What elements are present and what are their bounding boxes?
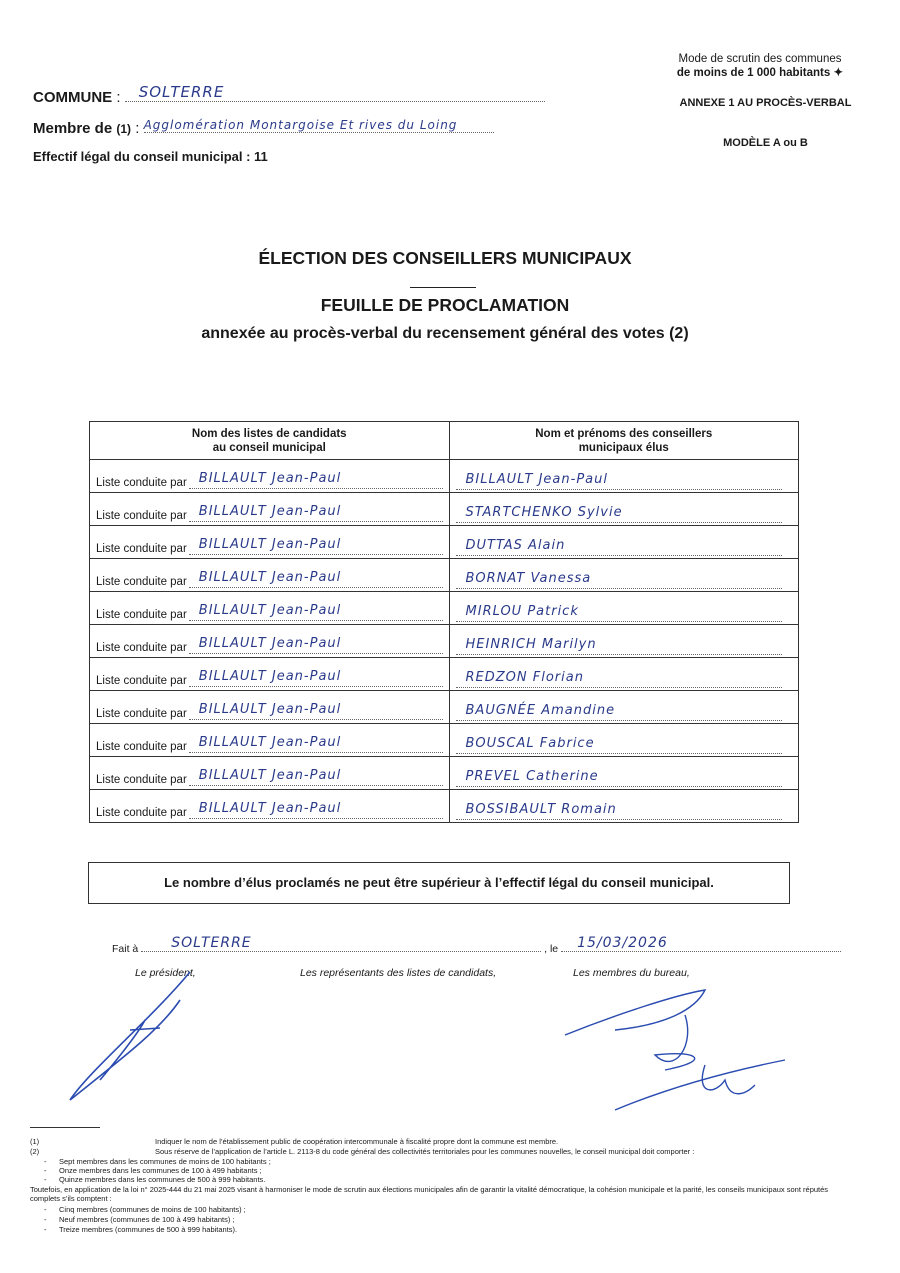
title-separator: [410, 287, 476, 288]
membre-footnote-ref: (1): [116, 122, 132, 136]
list-leader: BILLAULT Jean-Paul: [198, 801, 342, 816]
table-row: [90, 691, 799, 724]
table-header: [90, 422, 799, 460]
list-cell: [90, 757, 450, 790]
list-cell: [90, 559, 450, 592]
row-label: Liste conduite par: [96, 708, 187, 720]
elected-name: PREVEL Catherine: [465, 768, 599, 784]
list-cell: [90, 790, 450, 823]
list-leader: BILLAULT Jean-Paul: [198, 702, 342, 717]
membre-row: Membre de (1) : Agglomération Montargoise Et rives du Loing: [33, 118, 494, 137]
row-label: Liste conduite par: [96, 675, 187, 687]
table-row: [90, 790, 799, 823]
list-leader: BILLAULT Jean-Paul: [198, 735, 342, 750]
president-signature: [30, 960, 250, 1110]
elected-name: BILLAULT Jean-Paul: [465, 471, 608, 487]
elected-cell: [449, 691, 798, 724]
scrutin-mode: [660, 52, 860, 80]
results-table: [89, 421, 799, 823]
fn-complete-bullet: - Cinq membres (communes de moins de 100 habitants) ;: [44, 1205, 246, 1214]
membre-value: Agglomération Montargoise Et rives du Loing: [143, 118, 458, 132]
elected-name: BOSSIBAULT Romain: [465, 801, 617, 817]
commune-row: COMMUNE : SOLTERRE: [33, 87, 545, 106]
fn2-bullet: - Sept membres dans les communes de moins de 100 habitants ;: [44, 1157, 271, 1166]
elected-cell: [449, 658, 798, 691]
commune-field: [125, 83, 545, 102]
table-row: [90, 625, 799, 658]
commune-value: SOLTERRE: [138, 83, 225, 101]
table-row: [90, 757, 799, 790]
list-cell: [90, 526, 450, 559]
elected-cell: [449, 724, 798, 757]
row-label: Liste conduite par: [96, 741, 187, 753]
proclamation-title: FEUILLE DE PROCLAMATION: [320, 295, 570, 315]
date-value: 15/03/2026: [577, 935, 668, 951]
date-field: [561, 935, 841, 952]
row-label: Liste conduite par: [96, 774, 187, 786]
election-title: ÉLECTION DES CONSEILLERS MUNICIPAUX: [258, 248, 632, 268]
list-leader: BILLAULT Jean-Paul: [198, 636, 342, 651]
elected-cell: [449, 625, 798, 658]
elected-name: STARTCHENKO Sylvie: [465, 504, 623, 520]
membre-label: Membre de: [33, 120, 113, 137]
table-row: [90, 493, 799, 526]
proclamation-subtitle: annexée au procès-verbal du recensement général des votes (2): [201, 325, 689, 342]
elected-name: BORNAT Vanessa: [465, 570, 592, 586]
elected-cell: [449, 493, 798, 526]
elected-name: MIRLOU Patrick: [465, 603, 579, 619]
fait-value: SOLTERRE: [171, 935, 252, 951]
elected-cell: [449, 460, 798, 493]
date-label: le: [549, 943, 559, 955]
row-label: Liste conduite par: [96, 642, 187, 654]
president-label: Le président,: [135, 967, 196, 979]
list-cell: [90, 460, 450, 493]
fn2-bullet: - Quinze membres dans les communes de 500 à 999 habitants.: [44, 1175, 266, 1184]
fait-label: Fait à: [112, 943, 139, 955]
fn2-bullet: - Onze membres dans les communes de 100 à 499 habitants ;: [44, 1166, 262, 1175]
list-cell: [90, 592, 450, 625]
fn2-text: Sous réserve de l’application de l’article L. 2113-8 du code général des collectivités territoriales pour les communes nouvelles, le conseil municipal doit comporter :: [155, 1147, 695, 1156]
commune-label: COMMUNE: [33, 89, 113, 106]
elected-cell: [449, 592, 798, 625]
note-box: Le nombre d’élus proclamés ne peut être supérieur à l’effectif légal du conseil municipal.: [88, 862, 790, 904]
elected-cell: [449, 790, 798, 823]
table-row: [90, 592, 799, 625]
table-row: [90, 526, 799, 559]
list-leader: BILLAULT Jean-Paul: [198, 570, 342, 585]
list-leader: BILLAULT Jean-Paul: [198, 669, 342, 684]
footnote-separator: [30, 1127, 100, 1128]
membre-field: [144, 118, 494, 133]
elected-cell: [449, 559, 798, 592]
fn-complete-bullet: - Treize membres (communes de 500 à 999 habitants).: [44, 1225, 238, 1234]
scrutin-mode-line2: de moins de 1 000 habitants ✦: [676, 67, 844, 79]
elected-name: DUTTAS Alain: [465, 537, 566, 553]
list-leader: BILLAULT Jean-Paul: [198, 471, 342, 486]
col-header-lists: Nom des listes de candidats au conseil municipal: [90, 422, 450, 460]
fn1-text: Indiquer le nom de l’établissement public de coopération intercommunale à fiscalité propre dont la commune est membre.: [155, 1137, 559, 1146]
list-cell: [90, 493, 450, 526]
elected-name: HEINRICH Marilyn: [465, 636, 597, 652]
row-label: Liste conduite par: [96, 510, 187, 522]
annexe-label: ANNEXE 1 AU PROCÈS-VERBAL: [679, 97, 852, 109]
list-leader: BILLAULT Jean-Paul: [198, 603, 342, 618]
elected-name: REDZON Florian: [465, 669, 584, 685]
elected-cell: [449, 757, 798, 790]
elected-cell: [449, 526, 798, 559]
fn2-num: (2): [30, 1147, 40, 1156]
fn1-num: (1): [30, 1137, 40, 1146]
table-row: [90, 559, 799, 592]
list-leader: BILLAULT Jean-Paul: [198, 504, 342, 519]
elected-name: BAUGNÉE Amandine: [465, 702, 616, 718]
list-cell: [90, 691, 450, 724]
row-label: Liste conduite par: [96, 807, 187, 819]
modele-label: MODÈLE A ou B: [723, 137, 808, 149]
row-label: Liste conduite par: [96, 576, 187, 588]
list-cell: [90, 724, 450, 757]
fait-row: Fait à SOLTERRE , le 15/03/2026: [112, 940, 841, 955]
scrutin-mode-line1: Mode de scrutin des communes: [678, 53, 842, 65]
representants-label: Les représentants des listes de candidats,: [300, 967, 497, 979]
list-cell: [90, 658, 450, 691]
list-leader: BILLAULT Jean-Paul: [198, 768, 342, 783]
elected-name: BOUSCAL Fabrice: [465, 735, 595, 751]
row-label: Liste conduite par: [96, 477, 187, 489]
effectif-legal: Effectif légal du conseil municipal : 11: [33, 149, 268, 164]
membres-label: Les membres du bureau,: [573, 967, 690, 979]
row-label: Liste conduite par: [96, 543, 187, 555]
fn-toutefois: Toutefois, en application de la loi n° 2025-444 du 21 mai 2025 visant à harmoniser le mode de scrutin aux élections municipales afin de garantir la vitalité démocratique, la cohésion municipale et la parité, les conseils municipaux sont réputés complets s’ils comptent :: [30, 1185, 829, 1203]
table-row: [90, 724, 799, 757]
col-header-elected: Nom et prénoms des conseillers municipaux élus: [449, 422, 798, 460]
fn-complete-bullet: - Neuf membres (communes de 100 à 499 habitants) ;: [44, 1215, 235, 1224]
table-row: [90, 460, 799, 493]
bureau-signatures: [555, 985, 795, 1125]
list-cell: [90, 625, 450, 658]
list-leader: BILLAULT Jean-Paul: [198, 537, 342, 552]
ink-mark-icon: ✦: [833, 67, 844, 79]
table-row: [90, 658, 799, 691]
row-label: Liste conduite par: [96, 609, 187, 621]
